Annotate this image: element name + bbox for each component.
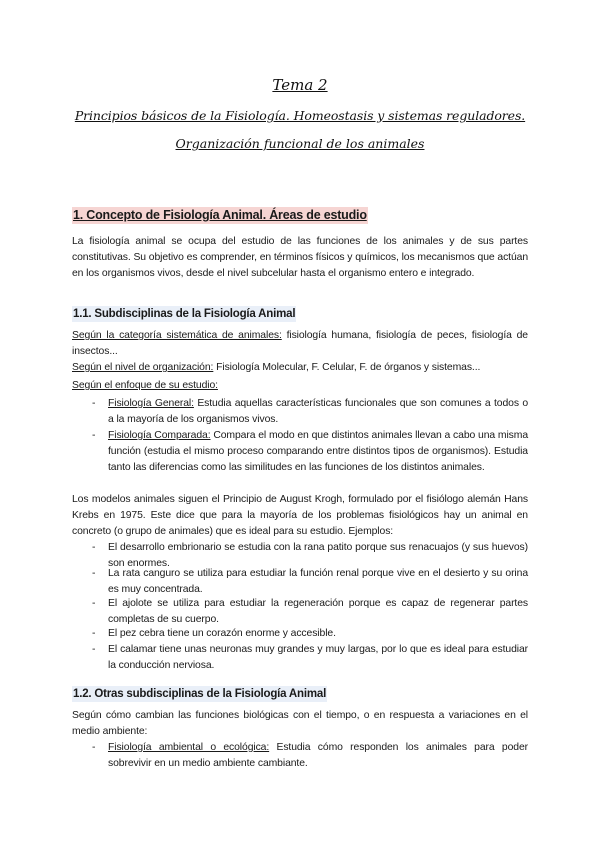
document-title: Tema 2: [272, 76, 328, 94]
list-item-text: El ajolote se utiliza para estudiar la regeneración porque es capaz de regenerar partes completas de su cuerpo.: [108, 598, 528, 625]
subsection-1-2-heading: 1.2. Otras subdisciplinas de la Fisiología Animal: [73, 688, 327, 700]
list-item-text: Estudia cómo responden los animales para poder sobrevivir en un medio ambiente cambiante.: [108, 742, 528, 769]
list-item: [92, 626, 528, 642]
list-item-text: El calamar tiene unas neuronas muy grandes y muy largas, por lo que es ideal para estudiar la conducción nerviosa.: [108, 644, 528, 671]
list-item: [92, 596, 528, 628]
list-item-text: El desarrollo embrionario se estudia con la rana patito porque sus renacuajos (y sus huevos) son enormes.: [108, 542, 528, 569]
paragraph-text: fisiología humana, fisiología de peces, fisiología de insectos...: [72, 330, 528, 357]
list-dash: -: [92, 742, 96, 753]
list-item-text: El pez cebra tiene un corazón enorme y accesible.: [108, 628, 336, 639]
list-item: [92, 428, 528, 476]
list-item-label: Fisiología ambiental o ecológica:: [108, 742, 270, 753]
list-item: [92, 396, 528, 428]
list-item-text: Compara el modo en que distintos animales llevan a cabo una misma función (estudia el mismo proceso comparando entre distintos tipos de organismos). Estudia tanto las diferencias como las similitudes en las funciones de los distintos animales.: [108, 430, 529, 473]
list-item-label: Fisiología Comparada:: [108, 430, 211, 441]
paragraph-text: Fisiología Molecular, F. Celular, F. de órganos y sistemas...: [213, 362, 481, 373]
section1-intro: La fisiología animal se ocupa del estudio de las funciones de los animales y de sus partes constitutivas. Su objetivo es comprender, en términos físicos y químicos, los mecanismos que actúan en los organismos vivos, desde el nivel subcelular hasta el organismo entero e integrado.: [72, 236, 528, 279]
paragraph-label: Según el nivel de organización:: [72, 362, 214, 373]
list-item: [92, 740, 528, 772]
subsection-1-1-heading: 1.1. Subdisciplinas de la Fisiología Animal: [73, 308, 296, 320]
list-item-text: La rata canguro se utiliza para estudiar la función renal porque vive en el desierto y su orina es muy concentrada.: [108, 568, 528, 595]
paragraph-study-focus: [72, 378, 528, 394]
list-dash: -: [92, 568, 96, 579]
list-dash: -: [92, 598, 96, 609]
list-item-text: Estudia aquellas características funcionales que son comunes a todos o a la mayoría de los organismos vivos.: [108, 398, 528, 425]
list-dash: -: [92, 628, 96, 639]
paragraph-organization-level: [72, 360, 528, 376]
list-dash: -: [92, 430, 96, 441]
list-item: [92, 642, 528, 674]
document-subtitle-line1: Principios básicos de la Fisiología. Homeostasis y sistemas reguladores.: [74, 108, 526, 123]
list-dash: -: [92, 542, 96, 553]
paragraph-subsection-1-2-intro: Según cómo cambian las funciones biológicas con el tiempo, o en respuesta a variaciones en el medio ambiente:: [72, 710, 528, 737]
section1-heading: 1. Concepto de Fisiología Animal. Áreas de estudio: [73, 208, 367, 222]
document-subtitle-line2: Organización funcional de los animales: [175, 136, 425, 151]
list-dash: -: [92, 644, 96, 655]
paragraph-krogh-principle: Los modelos animales siguen el Principio de August Krogh, formulado por el fisiólogo alemán Hans Krebs en 1975. Este dice que para la mayoría de los problemas fisiológicos hay un animal en concreto (o grupo de animales) que es ideal para su estudio. Ejemplos:: [72, 494, 528, 537]
paragraph-systematic-category: [72, 328, 528, 360]
list-item-label: Fisiología General:: [108, 398, 194, 409]
list-dash: -: [92, 398, 96, 409]
paragraph-label: Según el enfoque de su estudio:: [72, 380, 218, 391]
paragraph-label: Según la categoría sistemática de animales:: [72, 330, 282, 341]
list-item: [92, 566, 528, 598]
